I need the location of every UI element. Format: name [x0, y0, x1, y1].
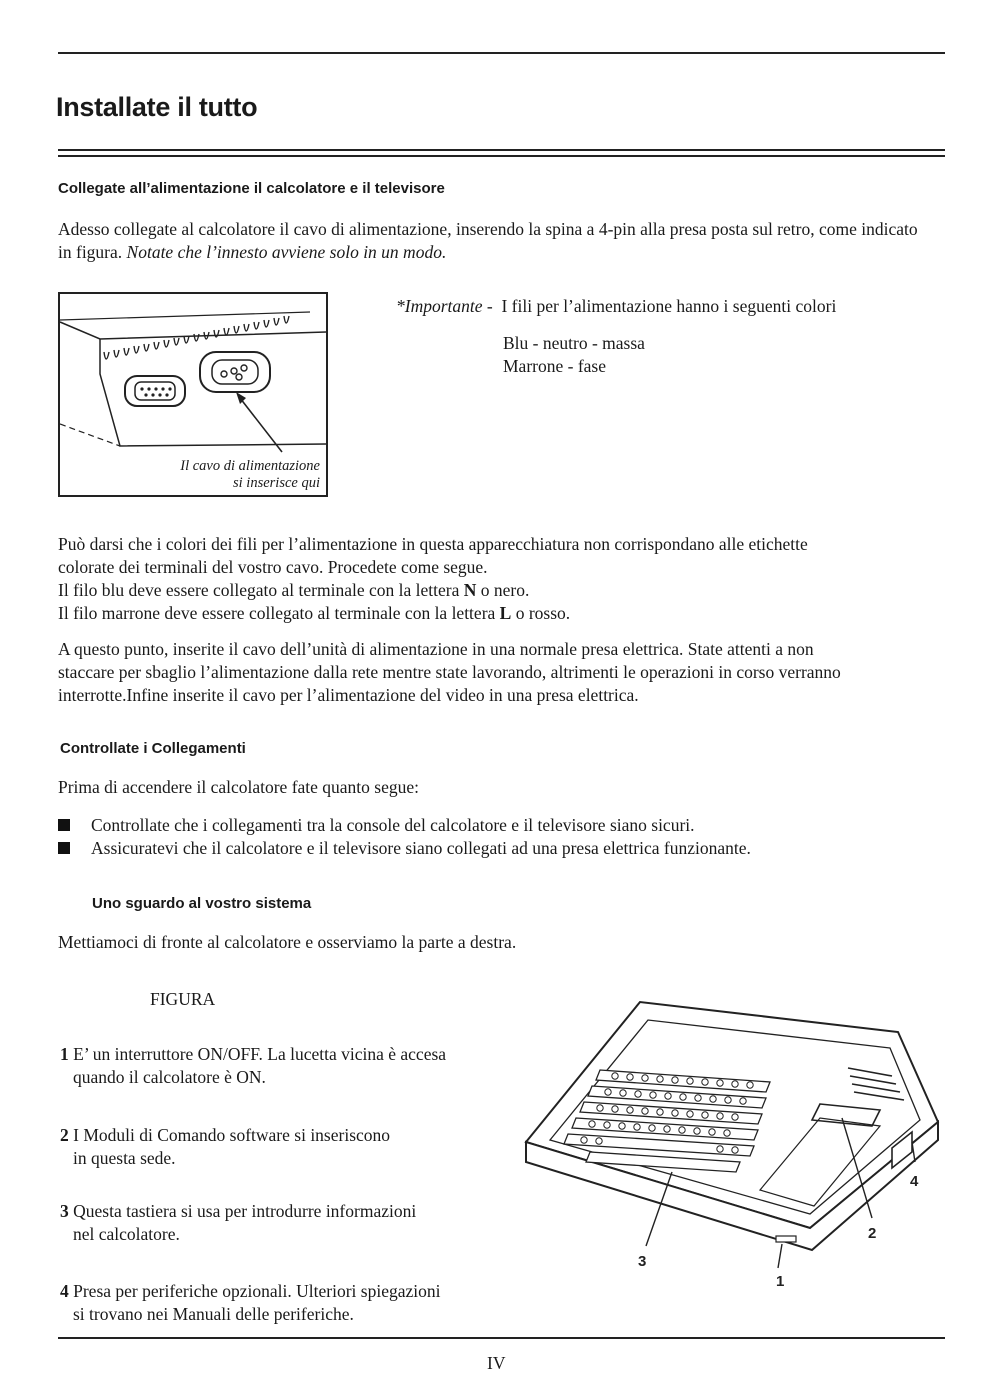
- figure-caption-line1: Il cavo di alimentazione: [180, 458, 320, 474]
- wire-blue-letter: N: [463, 580, 477, 600]
- bullet-marker-2: [58, 842, 70, 854]
- bullet-marker-1: [58, 819, 70, 831]
- power-socket-figure: [58, 292, 328, 497]
- callout-2: 2: [868, 1225, 877, 1242]
- check-bullet-2: Assicuratevi che il calcolatore e il televisore siano collegati ad una presa elettrica funzionante.: [91, 838, 751, 858]
- plug-paragraph-line2: staccare per sbaglio l’alimentazione dalla rete mentre state lavorando, altrimenti le operazioni in corso verranno: [58, 662, 841, 682]
- check-bullet-1: Controllate che i collegamenti tra la console del calcolatore e il televisore siano sicuri.: [91, 815, 695, 835]
- system-item-2-number: 2: [60, 1125, 69, 1145]
- wire-color-brown: Marrone - fase: [503, 356, 607, 376]
- section-heading-system: Uno sguardo al vostro sistema: [92, 895, 312, 912]
- figure-caption: [120, 458, 320, 492]
- system-item-4-line2: si trovano nei Manuali delle periferiche.: [73, 1304, 354, 1324]
- plug-paragraph-line3: interrotte.Infine inserite il cavo per l’alimentazione del video in una presa elettrica.: [58, 685, 639, 705]
- title-rule-top: [58, 149, 945, 151]
- system-item-4-number: 4: [60, 1281, 69, 1301]
- wire-paragraph: [58, 533, 958, 625]
- wire-blue-text: Il filo blu deve essere collegato al terminale con la lettera: [58, 580, 460, 600]
- important-label: *Importante -: [396, 296, 493, 316]
- top-rule: [58, 52, 945, 54]
- figure-caption-line2: si inserisce qui: [233, 475, 320, 491]
- system-item-3-number: 3: [60, 1201, 69, 1221]
- system-item-1-number: 1: [60, 1044, 69, 1064]
- system-item-2-line1: I Moduli di Comando software si inseriscono: [73, 1125, 391, 1145]
- page-title: Installate il tutto: [56, 92, 258, 122]
- callout-3: 3: [638, 1253, 647, 1270]
- wire-blue-tail: o nero.: [480, 580, 530, 600]
- title-rule-bottom: [58, 155, 945, 157]
- figure-label: FIGURA: [150, 989, 216, 1009]
- system-item-1-line2: quando il calcolatore è ON.: [73, 1067, 266, 1087]
- wire-color-blue: Blu - neutro - massa: [503, 333, 645, 353]
- system-item-2: [60, 1124, 390, 1170]
- important-note: [396, 295, 836, 318]
- system-item-4-line1: Presa per periferiche opzionali. Ulteriori spiegazioni: [73, 1281, 441, 1301]
- system-item-2-line2: in questa sede.: [73, 1148, 176, 1168]
- plug-paragraph-line1: A questo punto, inserite il cavo dell’unità di alimentazione in una normale presa elettrica. State attenti a non: [58, 639, 814, 659]
- wire-paragraph-line1: Può darsi che i colori dei fili per l’alimentazione in questa apparecchiatura non corrispondano alle etichette: [58, 534, 808, 554]
- wire-paragraph-line3: [58, 579, 958, 602]
- system-item-1: [60, 1043, 446, 1089]
- wire-brown-tail: o rosso.: [515, 603, 571, 623]
- important-text: I fili per l’alimentazione hanno i seguenti colori: [501, 296, 837, 316]
- wire-paragraph-line4: [58, 602, 958, 625]
- wire-brown-text: Il filo marrone deve essere collegato al terminale con la lettera: [58, 603, 496, 623]
- system-item-1-line1: E’ un interruttore ON/OFF. La lucetta vicina è accesa: [73, 1044, 447, 1064]
- page-number: IV: [487, 1353, 506, 1373]
- system-intro: Mettiamoci di fronte al calcolatore e osserviamo la parte a destra.: [58, 932, 517, 952]
- wire-paragraph-line2: colorate dei terminali del vostro cavo. Procedete come segue.: [58, 557, 488, 577]
- system-item-3: [60, 1200, 416, 1246]
- callout-1: 1: [776, 1273, 785, 1290]
- computer-console-drawing: [520, 992, 940, 1302]
- bottom-rule: [58, 1337, 945, 1339]
- system-item-4: [60, 1280, 440, 1326]
- check-intro: Prima di accendere il calcolatore fate quanto segue:: [58, 777, 420, 797]
- system-item-3-line2: nel calcolatore.: [73, 1224, 180, 1244]
- system-item-3-line1: Questa tastiera si usa per introdurre informazioni: [73, 1201, 417, 1221]
- section-heading-power: Collegate all’alimentazione il calcolatore e il televisore: [58, 180, 445, 197]
- callout-4: 4: [910, 1173, 919, 1190]
- wire-brown-letter: L: [499, 603, 512, 623]
- power-paragraph: [58, 218, 928, 264]
- power-paragraph-note: Notate che l’innesto avviene solo in un modo.: [126, 242, 447, 262]
- power-paragraph-text: Adesso collegate al calcolatore il cavo di alimentazione, inserendo la spina a 4-pin alla presa posta sul retro, come indicato in figura.: [58, 219, 918, 262]
- plug-paragraph: [58, 638, 958, 707]
- section-heading-check: Controllate i Collegamenti: [60, 740, 246, 757]
